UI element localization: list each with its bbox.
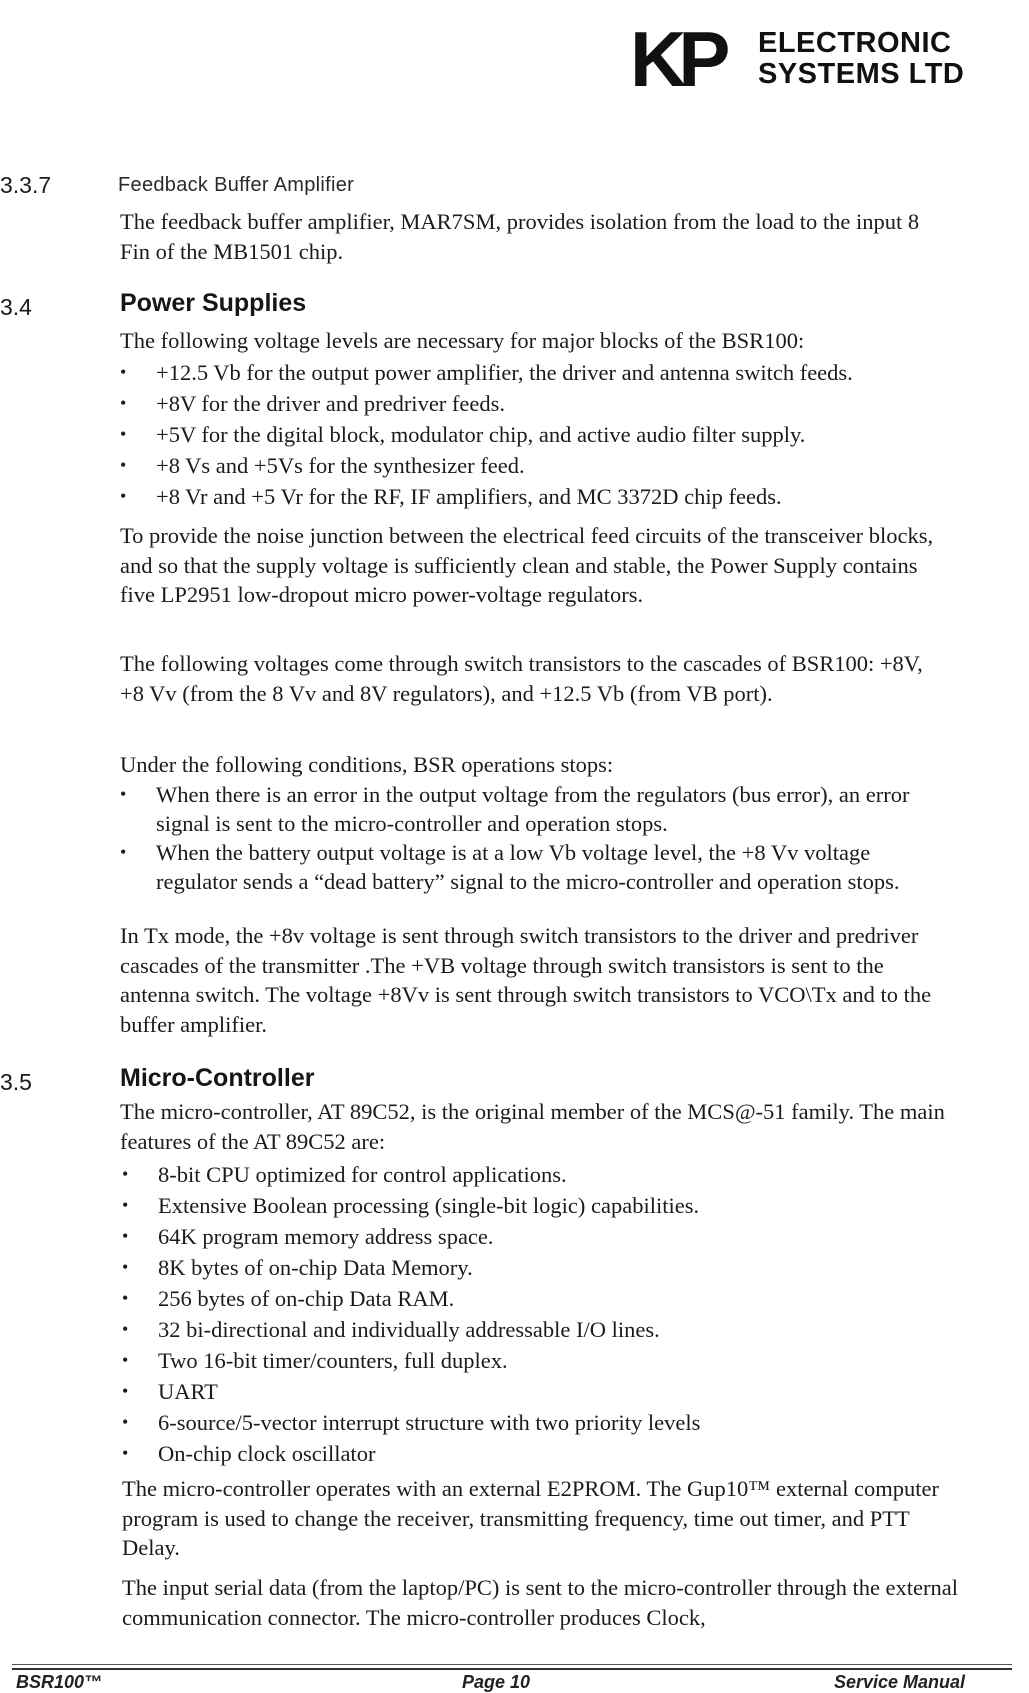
footer-divider xyxy=(12,1664,1012,1665)
list-item: • +5V for the digital block, modulator chip, and active audio filter supply. xyxy=(120,419,950,450)
paragraph-tx-mode: In Tx mode, the +8v voltage is sent through switch transistors to the driver and predriver cascades of the transmitter .The +VB voltage through switch transistors is sent to the antenna switch. The voltage +8Vv is sent through switch transistors to VCO\Tx and to the buffer amplifier. xyxy=(120,923,932,1037)
company-name-line2: SYSTEMS LTD xyxy=(758,58,965,90)
paragraph-feedback-buffer: The feedback buffer amplifier, MAR7SM, provides isolation from the load to the input 8 Fin of the MB1501 chip. xyxy=(120,209,920,264)
list-item: • Two 16-bit timer/counters, full duplex. xyxy=(122,1345,952,1376)
list-item: • Extensive Boolean processing (single-bit logic) capabilities. xyxy=(122,1190,952,1221)
list-item: • When there is an error in the output voltage from the regulators (bus error), an error signal is sent to the micro-controller and operation stops. xyxy=(120,780,950,838)
footer-page-number: Page 10 xyxy=(462,1672,531,1692)
list-item: • On-chip clock oscillator xyxy=(122,1438,952,1469)
paragraph-regulators: To provide the noise junction between the electrical feed circuits of the transceiver blocks, and so that the supply voltage is sufficiently clean and stable, the Power Supply contains five LP2951 low-dropout micro power-voltage regulators. xyxy=(120,523,934,607)
paragraph-micro-intro: The micro-controller, AT 89C52, is the original member of the MCS@-51 family. The main features of the AT 89C52 are: xyxy=(120,1099,945,1154)
paragraph-serial-data: The input serial data (from the laptop/PC) is sent to the micro-controller through the external communication connector. The micro-controller produces Clock, xyxy=(122,1575,959,1630)
list-item: • 256 bytes of on-chip Data RAM. xyxy=(122,1283,952,1314)
section-number-3-4: 3.4 xyxy=(0,294,32,320)
section-title-power-supplies: Power Supplies xyxy=(120,289,307,317)
list-item: • 64K program memory address space. xyxy=(122,1221,952,1252)
list-item: • 8K bytes of on-chip Data Memory. xyxy=(122,1252,952,1283)
company-name xyxy=(758,28,964,90)
paragraph-switch-voltages: The following voltages come through switch transistors to the cascades of BSR100: +8V, +8 Vv (from the 8 Vv and 8V regulators), and +12.5 Vb (from VB port). xyxy=(120,651,923,706)
paragraph-power-intro: The following voltage levels are necessary for major blocks of the BSR100: xyxy=(120,328,805,353)
footer-manual-title: Service Manual xyxy=(834,1672,966,1692)
list-item: • UART xyxy=(122,1376,952,1407)
list-item: • 32 bi-directional and individually addressable I/O lines. xyxy=(122,1314,952,1345)
section-title-micro-controller: Micro-Controller xyxy=(120,1064,315,1092)
list-item: • +8 Vs and +5Vs for the synthesizer feed. xyxy=(120,450,950,481)
list-item: • 8-bit CPU optimized for control applications. xyxy=(122,1159,952,1190)
list-item: • 6-source/5-vector interrupt structure with two priority levels xyxy=(122,1407,952,1438)
stop-conditions-list xyxy=(120,780,950,896)
company-name-line1: ELECTRONIC xyxy=(758,27,952,59)
section-number-3-5: 3.5 xyxy=(0,1069,32,1095)
list-item: • +12.5 Vb for the output power amplifier, the driver and antenna switch feeds. xyxy=(120,357,950,388)
logo-mark: KP xyxy=(630,15,723,103)
paragraph-stop-conditions: Under the following conditions, BSR operations stops: xyxy=(120,752,614,777)
footer-divider-thick xyxy=(12,1668,1012,1670)
footer-product: BSR100™ xyxy=(16,1672,103,1692)
section-number-3-3-7: 3.3.7 xyxy=(0,172,52,198)
list-item: • +8V for the driver and predriver feeds. xyxy=(120,388,950,419)
paragraph-e2prom: The micro-controller operates with an external E2PROM. The Gup10™ external computer program is used to change the receiver, transmitting frequency, time out timer, and PTT Delay. xyxy=(122,1476,940,1560)
micro-features-list xyxy=(122,1159,952,1469)
list-item: • When the battery output voltage is at a low Vb voltage level, the +8 Vv voltage regulator sends a “dead battery” signal to the micro-controller and operation stops. xyxy=(120,838,950,896)
power-voltage-list xyxy=(120,357,950,512)
section-title-feedback-buffer: Feedback Buffer Amplifier xyxy=(118,174,355,196)
list-item: • +8 Vr and +5 Vr for the RF, IF amplifiers, and MC 3372D chip feeds. xyxy=(120,481,950,512)
